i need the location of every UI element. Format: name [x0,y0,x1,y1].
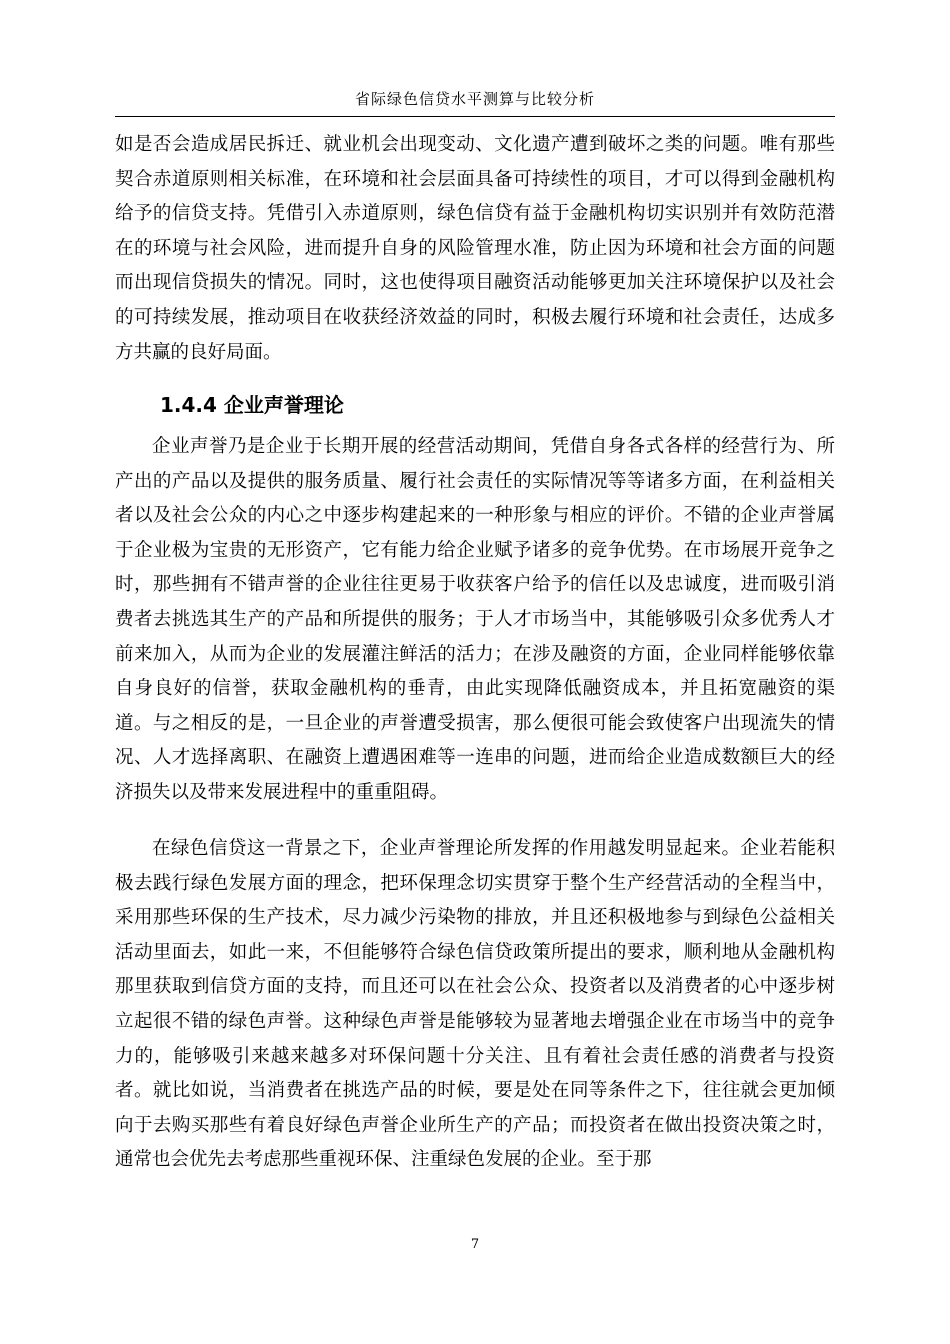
section-heading: 1.4.4 企业声誉理论 [160,393,344,417]
header-divider [115,116,835,117]
body-paragraph-2: 企业声誉乃是企业于长期开展的经营活动期间，凭借自身各式各样的经营行为、所产出的产品以及提供的服务质量、履行社会责任的实际情况等等诸多方面，在利益相关者以及社会公众的内心之中逐步构建起来的一种形象与相应的评价。不错的企业声誉属于企业极为宝贵的无形资产，它有能力给企业赋予诸多的竞争优势。在市场展开竞争之时，那些拥有不错声誉的企业往往更易于收获客户给予的信任以及忠诚度，进而吸引消费者去挑选其生产的产品和所提供的服务；于人才市场当中，其能够吸引众多优秀人才前来加入，从而为企业的发展灌注鲜活的活力；在涉及融资的方面，企业同样能够依靠自身良好的信誉，获取金融机构的垂青，由此实现降低融资成本，并且拓宽融资的渠道。与之相反的是，一旦企业的声誉遭受损害，那么便很可能会致使客户出现流失的情况、人才选择离职、在融资上遭遇困难等一连串的问题，进而给企业造成数额巨大的经济损失以及带来发展进程中的重重阻碍。 [115,436,835,803]
page-number: 7 [470,1237,480,1252]
body-paragraph-3: 在绿色信贷这一背景之下，企业声誉理论所发挥的作用越发明显起来。企业若能积极去践行绿色发展方面的理念，把环保理念切实贯穿于整个生产经营活动的全程当中，采用那些环保的生产技术，尽力减少污染物的排放，并且还积极地参与到绿色公益相关活动里面去，如此一来，不但能够符合绿色信贷政策所提出的要求，顺利地从金融机构那里获取到信贷方面的支持，而且还可以在社会公众、投资者以及消费者的心中逐步树立起很不错的绿色声誉。这种绿色声誉是能够较为显著地去增强企业在市场当中的竞争力的，能够吸引来越来越多对环保问题十分关注、且有着社会责任感的消费者与投资者。就比如说，当消费者在挑选产品的时候，要是处在同等条件之下，往往就会更加倾向于去购买那些有着良好绿色声誉企业所生产的产品；而投资者在做出投资决策之时，通常也会优先去考虑那些重视环保、注重绿色发展的企业。至于那 [115,838,835,1171]
body-paragraph-1: 如是否会造成居民拆迁、就业机会出现变动、文化遗产遭到破坏之类的问题。唯有那些契合赤道原则相关标准，在环境和社会层面具备可持续性的项目，才可以得到金融机构给予的信贷支持。凭借引入赤道原则，绿色信贷有益于金融机构切实识别并有效防范潜在的环境与社会风险，进而提升自身的风险管理水准，防止因为环境和社会方面的问题而出现信贷损失的情况。同时，这也使得项目融资活动能够更加关注环境保护以及社会的可持续发展，推动项目在收获经济效益的同时，积极去履行环境和社会责任，达成多方共赢的良好局面。 [115,134,835,363]
running-header: 省际绿色信贷水平测算与比较分析 [354,90,595,108]
